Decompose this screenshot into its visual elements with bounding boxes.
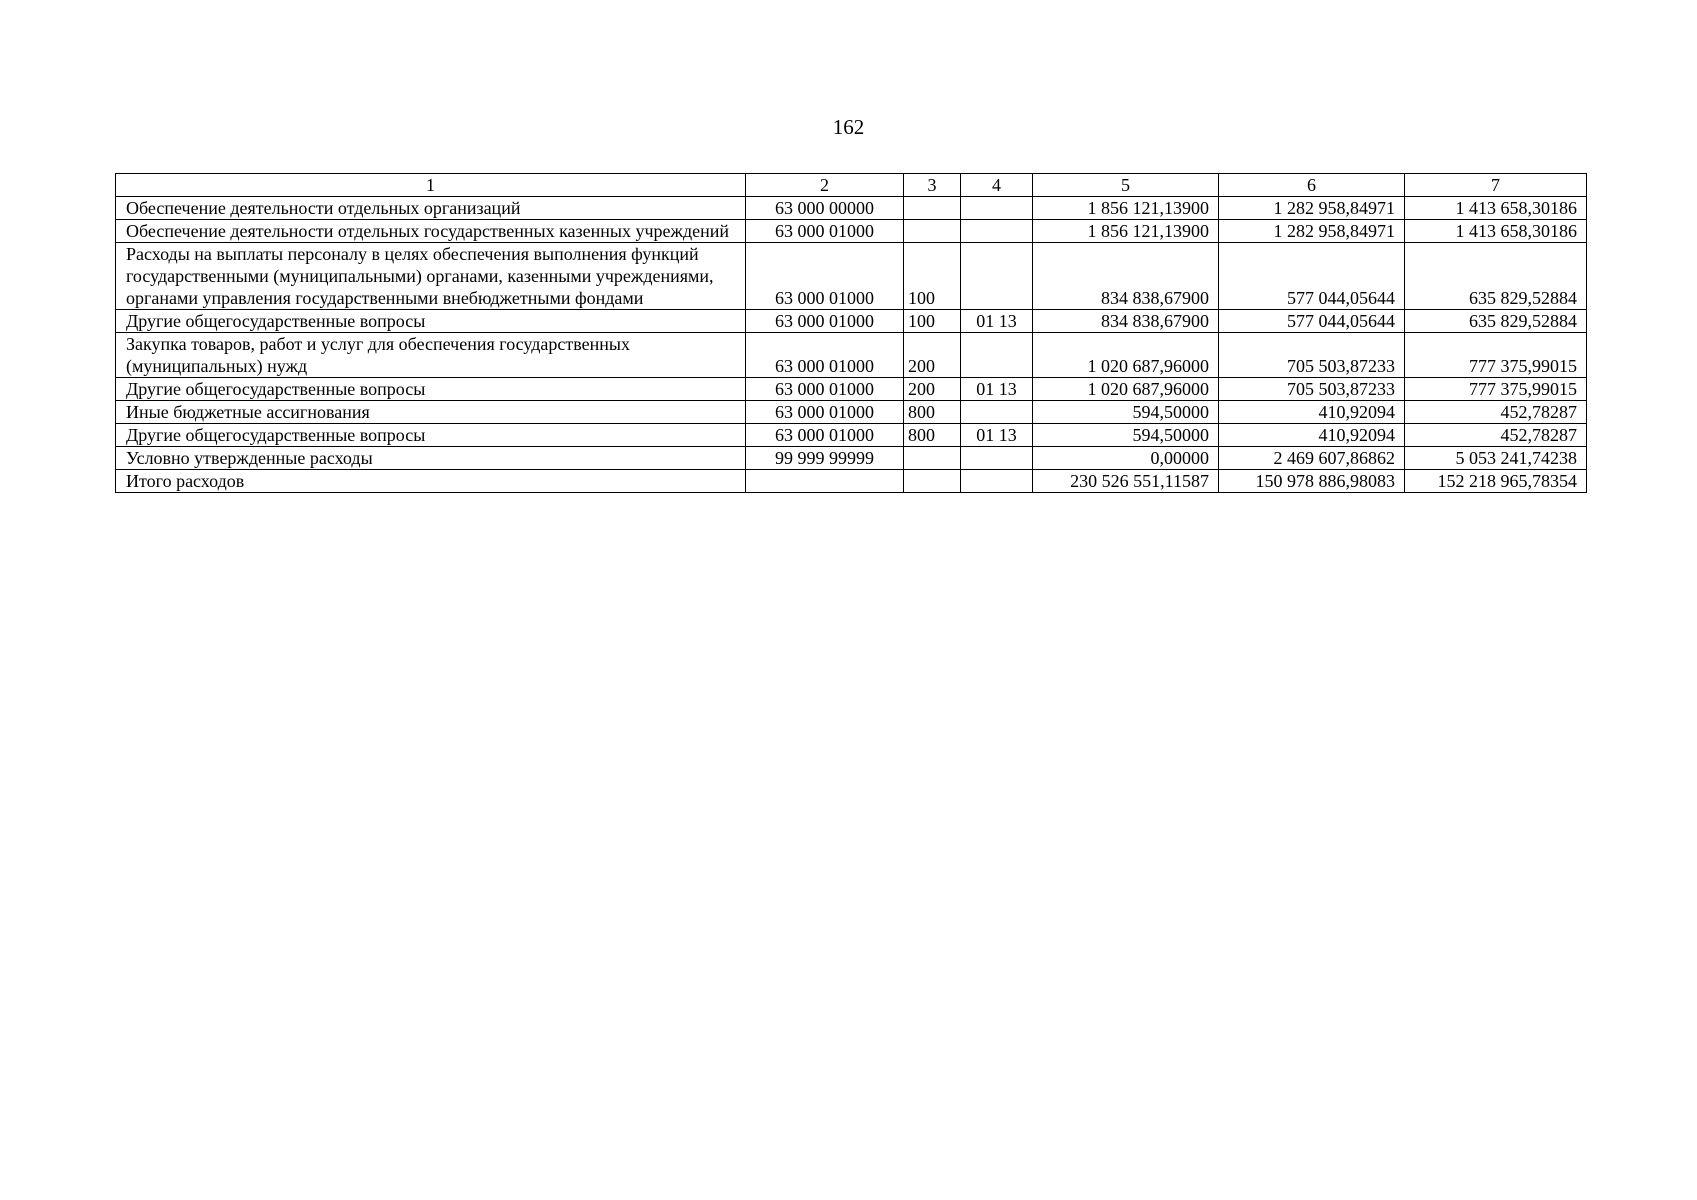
row-name: Закупка товаров, работ и услуг для обеспечения государственных (муниципальных) нужд — [116, 333, 746, 378]
row-target-code — [746, 470, 904, 493]
row-value-col7: 635 829,52884 — [1405, 243, 1587, 310]
table-row — [116, 447, 1587, 470]
row-name: Условно утвержденные расходы — [116, 447, 746, 470]
table-row-total — [116, 470, 1587, 493]
row-target-code: 63 000 01000 — [746, 310, 904, 333]
table-row — [116, 424, 1587, 447]
row-value-col7: 777 375,99015 — [1405, 378, 1587, 401]
column-header: 2 — [746, 174, 904, 197]
row-value-col6: 705 503,87233 — [1219, 378, 1405, 401]
row-value-col5: 1 020 687,96000 — [1033, 378, 1219, 401]
column-header: 1 — [116, 174, 746, 197]
column-header: 5 — [1033, 174, 1219, 197]
row-section-code: 01 13 — [961, 378, 1033, 401]
row-target-code: 63 000 01000 — [746, 243, 904, 310]
row-value-col7: 152 218 965,78354 — [1405, 470, 1587, 493]
row-target-code: 63 000 01000 — [746, 424, 904, 447]
row-expense-type — [904, 220, 961, 243]
row-value-col5: 0,00000 — [1033, 447, 1219, 470]
row-value-col7: 5 053 241,74238 — [1405, 447, 1587, 470]
row-value-col7: 452,78287 — [1405, 401, 1587, 424]
row-value-col7: 777 375,99015 — [1405, 333, 1587, 378]
row-value-col6: 705 503,87233 — [1219, 333, 1405, 378]
row-expense-type: 200 — [904, 378, 961, 401]
table-row — [116, 197, 1587, 220]
row-target-code: 99 999 99999 — [746, 447, 904, 470]
row-section-code — [961, 401, 1033, 424]
row-target-code: 63 000 00000 — [746, 197, 904, 220]
row-expense-type — [904, 197, 961, 220]
row-value-col6: 1 282 958,84971 — [1219, 220, 1405, 243]
row-value-col6: 150 978 886,98083 — [1219, 470, 1405, 493]
row-target-code: 63 000 01000 — [746, 378, 904, 401]
row-expense-type: 100 — [904, 310, 961, 333]
row-expense-type: 200 — [904, 333, 961, 378]
row-target-code: 63 000 01000 — [746, 220, 904, 243]
row-section-code — [961, 243, 1033, 310]
row-value-col5: 594,50000 — [1033, 424, 1219, 447]
row-name: Другие общегосударственные вопросы — [116, 424, 746, 447]
table-row — [116, 310, 1587, 333]
row-value-col5: 1 856 121,13900 — [1033, 220, 1219, 243]
row-name: Обеспечение деятельности отдельных организаций — [116, 197, 746, 220]
column-header: 6 — [1219, 174, 1405, 197]
table-row — [116, 333, 1587, 378]
row-name: Другие общегосударственные вопросы — [116, 310, 746, 333]
row-section-code — [961, 220, 1033, 243]
row-value-col5: 834 838,67900 — [1033, 243, 1219, 310]
row-value-col6: 410,92094 — [1219, 401, 1405, 424]
row-section-code — [961, 197, 1033, 220]
row-target-code: 63 000 01000 — [746, 333, 904, 378]
row-value-col6: 2 469 607,86862 — [1219, 447, 1405, 470]
row-value-col5: 594,50000 — [1033, 401, 1219, 424]
row-value-col5: 230 526 551,11587 — [1033, 470, 1219, 493]
row-value-col5: 1 856 121,13900 — [1033, 197, 1219, 220]
row-name: Расходы на выплаты персоналу в целях обеспечения выполнения функций государственными (муниципальными) органами, казенными учреждениями, органами управления государственными внебюджетными фондами — [116, 243, 746, 310]
table-row — [116, 220, 1587, 243]
page-number: 162 — [832, 115, 865, 139]
row-value-col7: 452,78287 — [1405, 424, 1587, 447]
row-value-col6: 410,92094 — [1219, 424, 1405, 447]
column-header: 4 — [961, 174, 1033, 197]
row-value-col6: 577 044,05644 — [1219, 243, 1405, 310]
row-section-code: 01 13 — [961, 424, 1033, 447]
row-value-col5: 834 838,67900 — [1033, 310, 1219, 333]
row-expense-type: 800 — [904, 401, 961, 424]
table-header-row — [116, 174, 1587, 197]
row-value-col7: 1 413 658,30186 — [1405, 197, 1587, 220]
row-value-col5: 1 020 687,96000 — [1033, 333, 1219, 378]
row-expense-type: 100 — [904, 243, 961, 310]
row-section-code: 01 13 — [961, 310, 1033, 333]
table-row — [116, 243, 1587, 310]
row-value-col6: 1 282 958,84971 — [1219, 197, 1405, 220]
row-name: Иные бюджетные ассигнования — [116, 401, 746, 424]
row-value-col7: 1 413 658,30186 — [1405, 220, 1587, 243]
row-name: Другие общегосударственные вопросы — [116, 378, 746, 401]
row-name: Итого расходов — [116, 470, 746, 493]
row-value-col6: 577 044,05644 — [1219, 310, 1405, 333]
table-row — [116, 378, 1587, 401]
row-expense-type: 800 — [904, 424, 961, 447]
row-section-code — [961, 470, 1033, 493]
table-row — [116, 401, 1587, 424]
row-expense-type — [904, 447, 961, 470]
row-target-code: 63 000 01000 — [746, 401, 904, 424]
row-name: Обеспечение деятельности отдельных государственных казенных учреждений — [116, 220, 746, 243]
column-header: 3 — [904, 174, 961, 197]
column-header: 7 — [1405, 174, 1587, 197]
row-section-code — [961, 333, 1033, 378]
budget-table — [115, 173, 1587, 493]
row-section-code — [961, 447, 1033, 470]
row-value-col7: 635 829,52884 — [1405, 310, 1587, 333]
row-expense-type — [904, 470, 961, 493]
